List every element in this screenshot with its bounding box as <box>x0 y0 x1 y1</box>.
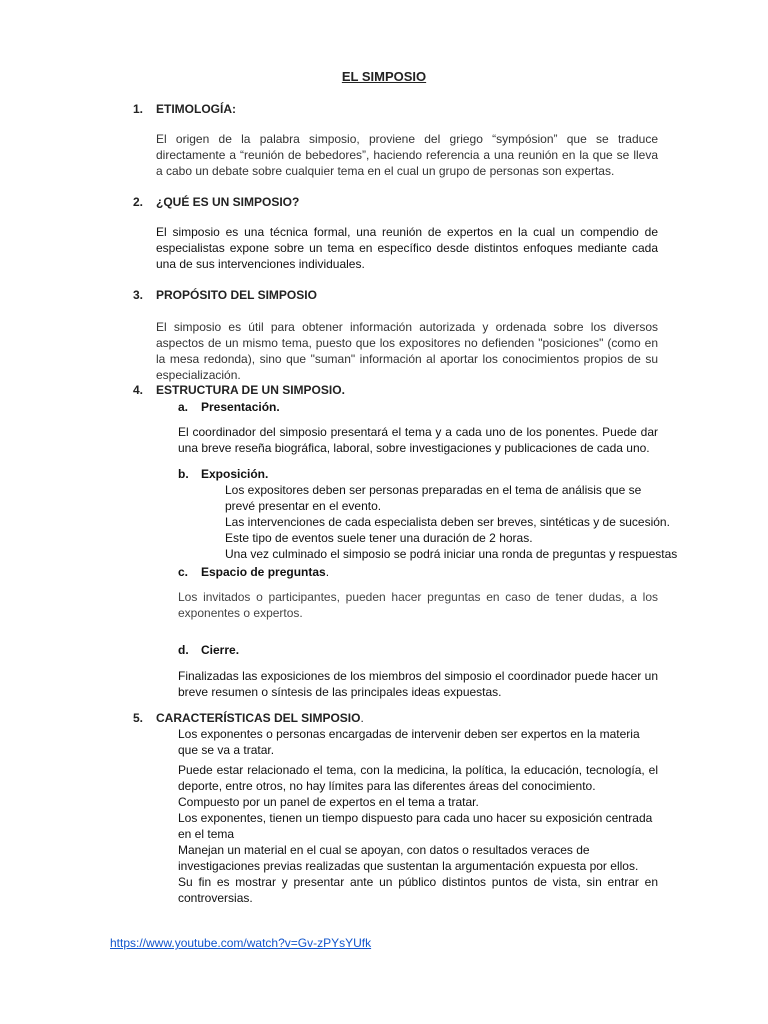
list-item: Su fin es mostrar y presentar ante un público distintos puntos de vista, sin entrar en controversias. <box>178 875 658 905</box>
subsection-title: Espacio de preguntas <box>201 565 326 579</box>
list-item: Los expositores deben ser personas preparadas en el tema de análisis que se prevé presentar en el evento. <box>225 483 642 513</box>
section-paragraph: El simposio es útil para obtener información autorizada y ordenada sobre los diversos aspectos de un mismo tema, puesto que los expositores no defienden "posiciones" (como en la mesa redonda), sino que "suman" información al aportar los conocimientos propios de su especialización. <box>156 320 658 382</box>
section-number: 5. <box>133 711 144 725</box>
list-item: Puede estar relacionado el tema, con la medicina, la política, la educación, tecnología, el deporte, entre otros, no hay límites para las diferentes áreas del conocimiento. <box>178 763 658 793</box>
section-number: 3. <box>133 288 144 302</box>
section-number: 1. <box>133 102 144 116</box>
list-item: Compuesto por un panel de expertos en el tema a tratar. <box>178 795 479 809</box>
youtube-link[interactable]: https://www.youtube.com/watch?v=Gv-zPYsYUfk <box>110 936 372 950</box>
section-heading: CARACTERÍSTICAS DEL SIMPOSIO <box>156 711 361 725</box>
subsection-paragraph: Finalizadas las exposiciones de los miembros del simposio el coordinador puede hacer un breve resumen o síntesis de las principales ideas expuestas. <box>178 669 658 699</box>
section-number: 2. <box>133 195 144 209</box>
section-heading: ¿QUÉ ES UN SIMPOSIO? <box>156 195 300 209</box>
subsection-label: b. <box>178 467 189 481</box>
list-item: Este tipo de eventos suele tener una duración de 2 horas. <box>225 531 533 545</box>
list-item: Las intervenciones de cada especialista deben ser breves, sintéticas y de sucesión. <box>225 515 670 529</box>
document-title: EL SIMPOSIO <box>341 69 427 84</box>
section-paragraph: El origen de la palabra simposio, proviene del griego “sympósion” que se traduce directamente a “reunión de bebedores”, haciendo referencia a una reunión en la que se lleva a cabo un debate sobre cualquier tema en el cual un grupo de personas son expertas. <box>156 132 658 178</box>
subsection-paragraph: El coordinador del simposio presentará el tema y a cada uno de los ponentes. Puede dar una breve reseña biográfica, laboral, sobre investigaciones y publicaciones de cada uno. <box>178 425 658 455</box>
list-item: Una vez culminado el simposio se podrá iniciar una ronda de preguntas y respuestas <box>225 547 678 561</box>
list-item: Los exponentes o personas encargadas de intervenir deben ser expertos en la materia que se va a tratar. <box>178 727 640 757</box>
section-paragraph: El simposio es una técnica formal, una reunión de expertos en la cual un compendio de especialistas expone sobre un tema en específico desde distintos enfoques mediante cada una de sus intervenciones individuales. <box>156 225 658 271</box>
subsection-title: Presentación. <box>201 400 280 414</box>
subsection-title: Cierre. <box>201 643 240 657</box>
section-heading: ESTRUCTURA DE UN SIMPOSIO. <box>156 383 345 397</box>
list-item: Los exponentes, tienen un tiempo dispuesto para cada uno hacer su exposición centrada en el tema <box>178 811 653 841</box>
section-heading-suffix: . <box>360 711 364 725</box>
subsection-label: d. <box>178 643 189 657</box>
section-heading: ETIMOLOGÍA: <box>156 102 236 116</box>
section-heading: PROPÓSITO DEL SIMPOSIO <box>156 288 317 302</box>
subsection-label: a. <box>178 400 189 414</box>
list-item: Manejan un material en el cual se apoyan, con datos o resultados veraces de investigaciones previas realizadas que sustentan la argumentación expuesta por ellos. <box>178 843 639 873</box>
subsection-paragraph: Los invitados o participantes, pueden hacer preguntas en caso de tener dudas, a los exponentes o expertos. <box>178 590 658 620</box>
subsection-title-suffix: . <box>325 565 330 579</box>
subsection-title: Exposición. <box>201 467 269 481</box>
section-number: 4. <box>133 383 144 397</box>
subsection-label: c. <box>178 565 189 579</box>
